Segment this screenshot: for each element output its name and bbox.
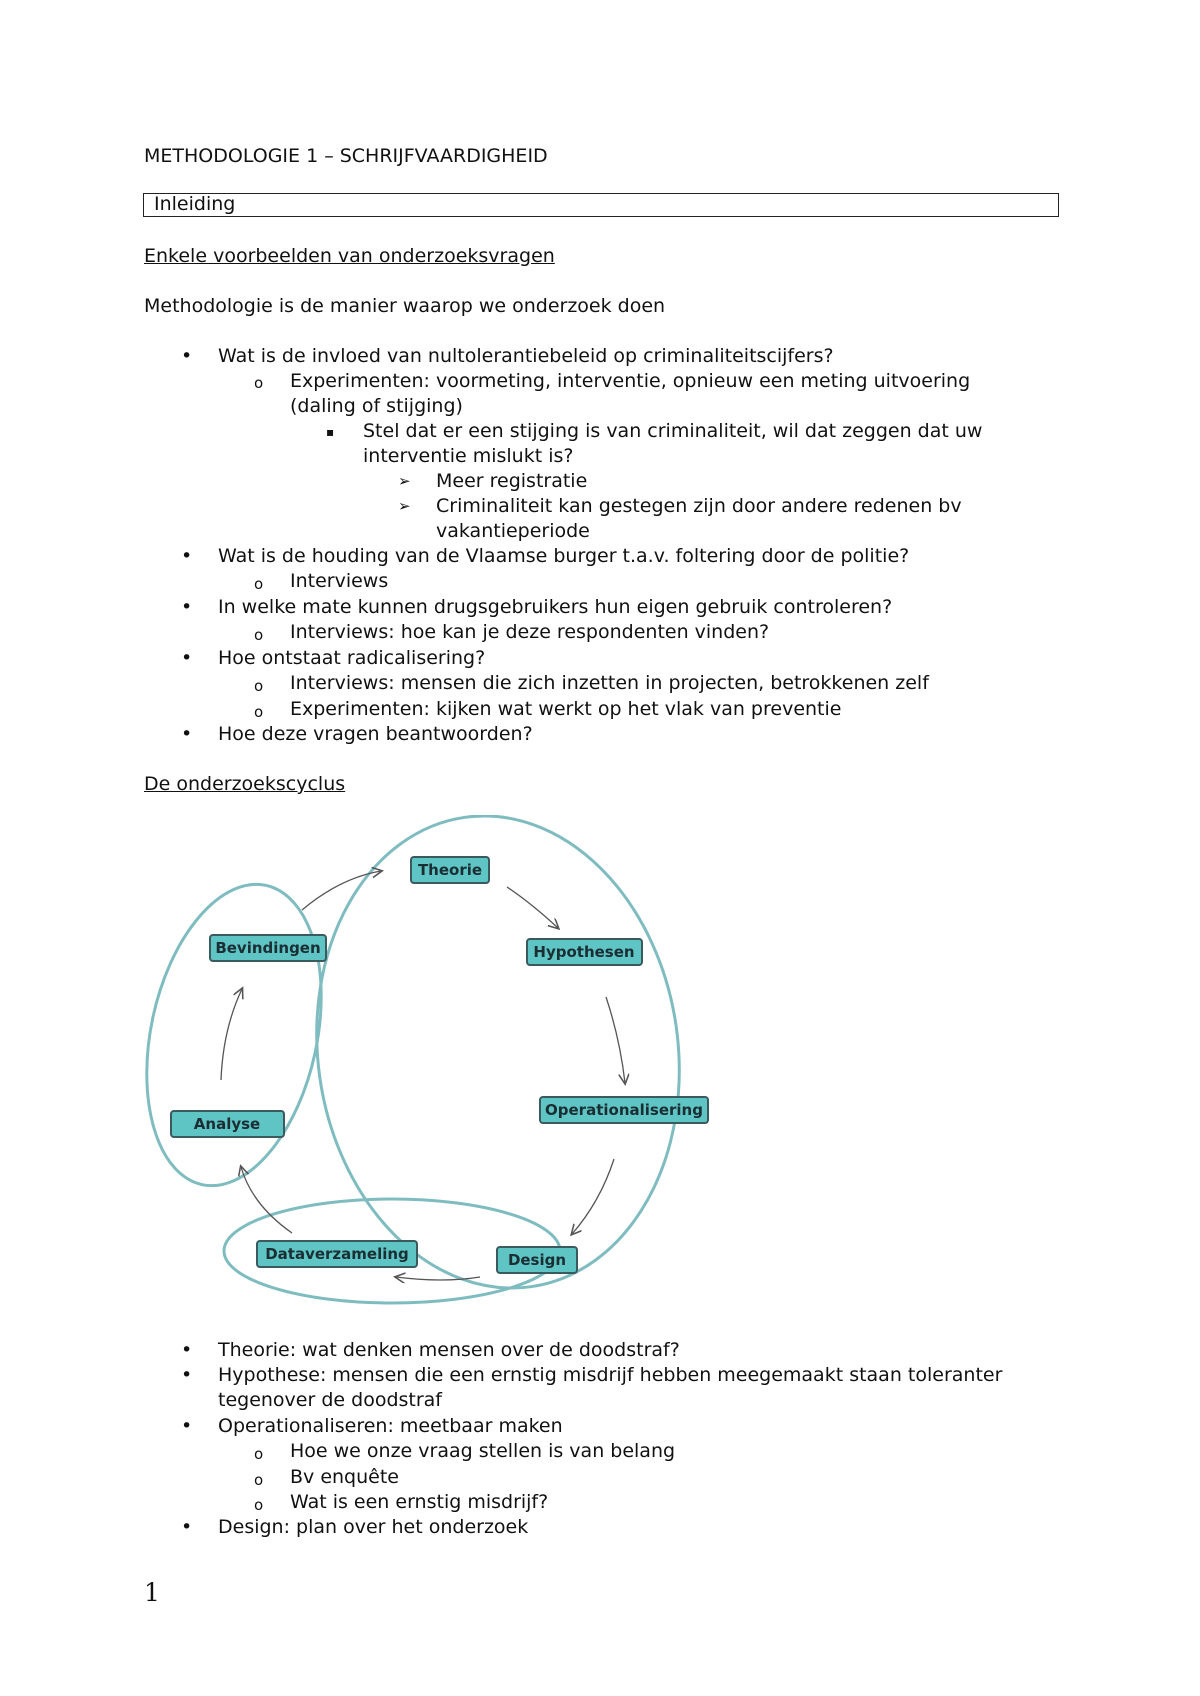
bullet-disc: •: [181, 723, 193, 745]
arrow-hypothesen-operationalisering: [606, 997, 625, 1083]
list-item: Operationaliseren: meetbaar maken: [218, 1415, 563, 1437]
list-item: Experimenten: voormeting, interventie, opnieuw een meting uitvoering: [290, 370, 971, 392]
list-item: Meer registratie: [436, 470, 588, 492]
section-box-label: Inleiding: [154, 193, 236, 215]
bullet-circle: o: [254, 626, 264, 644]
list-item: Hoe ontstaat radicalisering?: [218, 647, 486, 669]
arrow-analyse-bevindingen: [221, 989, 242, 1080]
list-item-continued: vakantieperiode: [436, 520, 590, 542]
section-box: [143, 193, 1059, 217]
bullet-circle: o: [254, 374, 264, 392]
list-item: Stel dat er een stijging is van criminaliteit, wil dat zeggen dat uw: [363, 420, 983, 442]
bullet-circle: o: [254, 1471, 264, 1489]
list-item: Interviews: hoe kan je deze respondenten vinden?: [290, 621, 770, 643]
bullet-disc: •: [181, 1415, 193, 1437]
list-item: Theorie: wat denken mensen over de doodstraf?: [218, 1339, 680, 1361]
list-item: Interviews: mensen die zich inzetten in projecten, betrokkenen zelf: [290, 672, 929, 694]
document-title: METHODOLOGIE 1 – SCHRIJFVAARDIGHEID: [144, 145, 548, 167]
list-item-continued: (daling of stijging): [290, 395, 463, 417]
node-dataverzameling: [257, 1241, 417, 1267]
heading-examples: Enkele voorbeelden van onderzoeksvragen: [144, 245, 555, 267]
svg-text:Design: Design: [507, 1251, 567, 1269]
arrow-bevindingen-theorie: [302, 871, 381, 910]
svg-text:Hypothesen: Hypothesen: [533, 943, 635, 961]
list-item: Criminaliteit kan gestegen zijn door andere redenen bv: [436, 495, 962, 517]
node-bevindingen: [210, 935, 326, 961]
list-item: Design: plan over het onderzoek: [218, 1516, 529, 1538]
page-number: 1: [144, 1578, 160, 1607]
node-hypothesen: [527, 939, 642, 965]
list-item: Wat is de houding van de Vlaamse burger t.a.v. foltering door de politie?: [218, 545, 910, 567]
list-item: Experimenten: kijken wat werkt op het vlak van preventie: [290, 698, 842, 720]
bullet-circle: o: [254, 575, 264, 593]
research-cycle-diagram: [140, 815, 730, 1320]
intro-text: Methodologie is de manier waarop we onderzoek doen: [144, 295, 666, 317]
list-item: Bv enquête: [290, 1466, 399, 1488]
bullet-disc: •: [181, 647, 193, 669]
list-item-continued: tegenover de doodstraf: [218, 1389, 442, 1411]
list-item: Interviews: [290, 570, 389, 592]
bullet-disc: •: [181, 1339, 193, 1361]
bullet-square: ▪: [326, 425, 335, 439]
node-theorie: [411, 857, 489, 883]
bullet-disc: •: [181, 1516, 193, 1538]
bullet-disc: •: [181, 545, 193, 567]
bullet-circle: o: [254, 1445, 264, 1463]
bullet-arrow: ➢: [398, 497, 411, 515]
bullet-disc: •: [181, 345, 193, 367]
heading-research-cycle: De onderzoekscyclus: [144, 773, 346, 795]
list-item: Hoe we onze vraag stellen is van belang: [290, 1440, 676, 1462]
node-analyse: [171, 1111, 284, 1137]
svg-text:Operationalisering: Operationalisering: [545, 1101, 703, 1119]
arrow-theorie-hypothesen: [507, 887, 558, 928]
svg-text:Bevindingen: Bevindingen: [215, 939, 321, 957]
svg-text:Theorie: Theorie: [417, 861, 483, 879]
list-item: In welke mate kunnen drugsgebruikers hun eigen gebruik controleren?: [218, 596, 893, 618]
list-item-continued: interventie mislukt is?: [363, 445, 574, 467]
bullet-circle: o: [254, 703, 264, 721]
node-operationalisering: [540, 1097, 708, 1123]
list-item: Wat is een ernstig misdrijf?: [290, 1491, 549, 1513]
ring-large: [287, 815, 709, 1312]
svg-text:Dataverzameling: Dataverzameling: [265, 1245, 409, 1263]
arrow-operationalisering-design: [572, 1159, 614, 1234]
list-item: Hypothese: mensen die een ernstig misdrijf hebben meegemaakt staan toleranter: [218, 1364, 1003, 1386]
bullet-disc: •: [181, 1364, 193, 1386]
list-item: Hoe deze vragen beantwoorden?: [218, 723, 533, 745]
list-item: Wat is de invloed van nultolerantiebeleid op criminaliteitscijfers?: [218, 345, 834, 367]
bullet-arrow: ➢: [398, 472, 411, 490]
node-design: [497, 1247, 577, 1273]
bullet-circle: o: [254, 677, 264, 695]
svg-text:Analyse: Analyse: [193, 1115, 261, 1133]
bullet-disc: •: [181, 596, 193, 618]
bullet-circle: o: [254, 1496, 264, 1514]
